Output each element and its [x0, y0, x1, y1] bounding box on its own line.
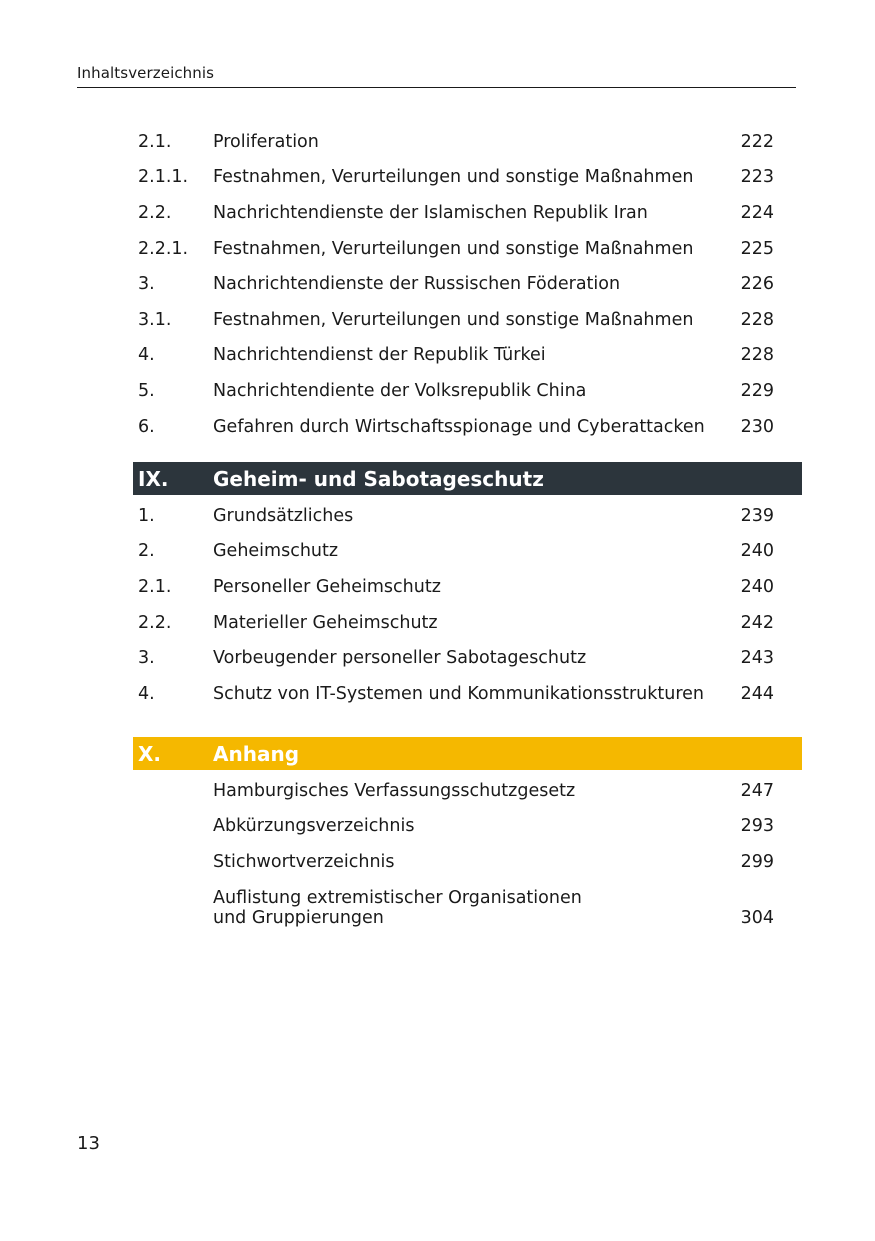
toc-entry-page: 240 [740, 541, 774, 562]
toc-entry[interactable] [138, 809, 774, 845]
toc-entry-title: Hamburgisches Verfassungsschutzgesetz [213, 780, 576, 801]
toc-entry-page: 223 [740, 167, 774, 188]
toc-continued-list [138, 124, 774, 444]
toc-entry-number: 5. [138, 380, 155, 401]
toc-entry[interactable] [138, 640, 774, 676]
toc-entry-title: Nachrichtendienste der Russischen Föderation [213, 274, 621, 295]
toc-entry-title: Festnahmen, Verurteilungen und sonstige Maßnahmen [213, 167, 694, 188]
toc-entry-title: Materieller Geheimschutz [213, 612, 438, 633]
toc-entry-number: 2.2. [138, 202, 172, 223]
toc-entry-title: Stichwortverzeichnis [213, 851, 395, 872]
toc-entry-title: Festnahmen, Verurteilungen und sonstige Maßnahmen [213, 238, 694, 259]
toc-entry-page: 293 [740, 816, 774, 837]
toc-entry-page: 247 [740, 780, 774, 801]
toc-entry-page: 225 [740, 238, 774, 259]
toc-entry-title: Personeller Geheimschutz [213, 576, 441, 597]
toc-entry-page: 304 [740, 907, 774, 928]
toc-entry-number: 2.1. [138, 576, 172, 597]
toc-entry[interactable] [138, 195, 774, 231]
section-heading-ix[interactable] [133, 462, 802, 495]
toc-entry[interactable] [138, 266, 774, 302]
toc-entry-title-line1: Auflistung extremistischer Organisationen [213, 887, 582, 908]
toc-entry-number: 4. [138, 683, 155, 704]
toc-entry-page: 239 [740, 505, 774, 526]
toc-entry-title: Proliferation [213, 131, 319, 152]
toc-entry-number: 6. [138, 416, 155, 437]
toc-entry[interactable] [138, 338, 774, 374]
toc-entry[interactable] [138, 773, 774, 809]
toc-entry[interactable] [138, 124, 774, 160]
toc-entry-page: 242 [740, 612, 774, 633]
toc-section-ix-list [138, 498, 774, 712]
running-header: Inhaltsverzeichnis [77, 64, 215, 82]
toc-entry-number: 1. [138, 505, 155, 526]
toc-entry-number: 2. [138, 541, 155, 562]
toc-entry-page: 228 [740, 309, 774, 330]
toc-entry[interactable] [138, 409, 774, 445]
toc-entry-page: 299 [740, 851, 774, 872]
toc-entry-number: 2.2. [138, 612, 172, 633]
toc-entry[interactable] [138, 231, 774, 267]
toc-entry-title: Schutz von IT-Systemen und Kommunikationsstrukturen [213, 683, 704, 704]
toc-entry[interactable] [138, 160, 774, 196]
section-title: Anhang [213, 741, 300, 766]
toc-entry-title: Vorbeugender personeller Sabotageschutz [213, 648, 587, 669]
toc-entry-page: 229 [740, 380, 774, 401]
toc-entry-title: Geheimschutz [213, 541, 339, 562]
toc-entry-number: 3. [138, 274, 155, 295]
toc-entry[interactable] [138, 302, 774, 338]
toc-entry[interactable] [138, 605, 774, 641]
toc-entry-number: 4. [138, 345, 155, 366]
toc-entry-number: 2.1.1. [138, 167, 189, 188]
toc-entry-title: Festnahmen, Verurteilungen und sonstige Maßnahmen [213, 309, 694, 330]
toc-entry-page: 224 [740, 202, 774, 223]
toc-entry-title: Nachrichtendiente der Volksrepublik China [213, 380, 587, 401]
section-number: X. [138, 741, 162, 766]
toc-entry-title: Abkürzungsverzeichnis [213, 816, 415, 837]
toc-entry[interactable] [138, 676, 774, 712]
toc-entry-page: 243 [740, 648, 774, 669]
toc-entry-page: 240 [740, 576, 774, 597]
toc-entry[interactable] [138, 498, 774, 534]
section-title: Geheim- und Sabotageschutz [213, 466, 544, 491]
toc-entry-page: 222 [740, 131, 774, 152]
toc-entry-number: 3.1. [138, 309, 172, 330]
toc-entry-page: 230 [740, 416, 774, 437]
toc-section-x-list [138, 773, 774, 932]
toc-entry-title: Nachrichtendienste der Islamischen Republik Iran [213, 202, 648, 223]
toc-entry-number: 2.2.1. [138, 238, 189, 259]
toc-entry-title [213, 888, 693, 928]
page-number: 13 [77, 1133, 100, 1154]
toc-entry[interactable] [138, 534, 774, 570]
header-rule [77, 87, 796, 88]
toc-entry[interactable] [138, 569, 774, 605]
toc-entry-title-line2: und Gruppierungen [213, 907, 384, 928]
toc-entry-page: 244 [740, 683, 774, 704]
toc-entry[interactable] [138, 844, 774, 880]
toc-entry[interactable] [138, 373, 774, 409]
toc-entry-page: 226 [740, 274, 774, 295]
toc-entry-title: Nachrichtendienst der Republik Türkei [213, 345, 546, 366]
toc-entry-title: Gefahren durch Wirtschaftsspionage und Cyberattacken [213, 416, 705, 437]
toc-entry-page: 228 [740, 345, 774, 366]
toc-entry-title: Grundsätzliches [213, 505, 354, 526]
section-heading-x[interactable] [133, 737, 802, 770]
toc-entry-number: 2.1. [138, 131, 172, 152]
toc-entry-number: 3. [138, 648, 155, 669]
toc-entry[interactable] [138, 880, 774, 932]
section-number: IX. [138, 466, 169, 491]
